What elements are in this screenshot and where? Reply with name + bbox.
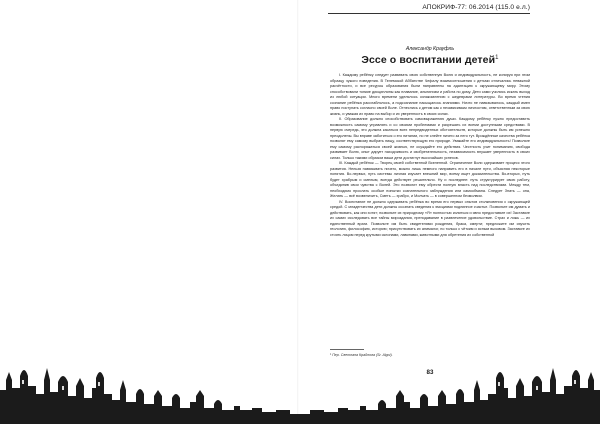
footnote-marker: 1: [495, 55, 499, 61]
article-title: [330, 54, 530, 66]
running-header: АПОКРИФ-77: 06.2014 (115.0 е.л.): [328, 4, 530, 14]
city-skyline-illustration: [0, 350, 600, 424]
paragraph-1: I. Каждому ребёнку следует развивать свою собственную Волю и индивидуальность, не копируя при этом образцу чужого поведения. В Телемской Аббатстве Чефалу взаимоотношения с детьми отличались неважной расчётности, и все ресурсы образования были направлены на адаптацию к окружающему миру. Этому способствовали тонкие дисциплины как плавание, альпинизм и работа по дому. Дети сами учились искать выход из любой ситуации. Много времени уделялось ознакомлению с шедеврами литературы. Во время чтения сознание ребёнка расслаблялось, а подсознание насыщалось знаниями. Ничто не навязывалось, каждый имел право поступать согласно своей Воле. Отнеслись к детям как к независимым личностям, ответственным за свою жизнь, и уважая их право на выбор и их уверенность в своих силах.: [330, 73, 530, 116]
article-body: [330, 73, 530, 238]
article-title-text: Эссе о воспитании детей: [361, 54, 496, 66]
paragraph-4: IV. Воспитание не должно сдерживать ребёнка во время его первых опытов столкновения с окружающей средой. С младенчества дети должны осознать сведения к эмоциями подлинное счастье. Позвольте им думать и действовать, как они хотят; позвольте их природному «Я» полностью излиться и явно предоставьте их! Заставьте их самих исследовать все тайны мироздания, преподавание в развлечение удовольствие. Страх и ложь — их единственный враги. Позвольте им быть свидетелями рождения, брака, смерти; предложите им изучить геологию, философию, историю; присутствовать их анималог, но только с чётким и ясным вызовом. Заставьте их стоять лицом перед крутыми склонами, лавинами, животными для обретения их собственной: [330, 199, 530, 237]
paragraph-3: III. Каждый ребёнок — Творец своей собственной Вселенной. Ограничение Воли сдерживает процесс этого развития. Нельзя навязывать ничего, можно лишь немного направить его в начале пути, объясняя некоторые понятия. Во-первых, путь системы личная изучает внешний мир, всему ищет доказательства. Во-вторых, путь будет храбрым и смелым, всегда действует решительно. Ну и последнее: путь структурирует свою работу, объединив свои чувства с Волей. Это позволит ему обрести полную власть над последствиями. Между тем, необходимо прослать особые попытки сознательного заблуждения или самообмана. Следует Знать — она, Желать — всё возвеличить, Сметь — храбро, и Молчать — в совершенном безмолвии.: [330, 161, 530, 198]
footnote: ¹ Пер. Светлана Крайнова (Sr. Algol).: [330, 353, 393, 357]
page-number: 83: [426, 369, 434, 376]
article-author: Александр Крауфль: [405, 46, 455, 52]
paragraph-2: II. Образование должно способствовать самовыражению души. Каждому ребёнку нужно предоставить возможность самому управлять и со своими проблемами и разрешать их всеми доступными средствами. В первую очередь, это должна касаться всех непредвиденных обстоятельств, которые должны быть им успешно преодолены. Вы вправе заботиться о его питании, но не слейте ничего за него тут. Врождённые качества ребёнка позволят ему самому выбрать пищу, соответствующую его природе. Уважайте его индивидуальность! Позвольте ему самому распоряжаться своей жизнью, не осуждайте его действия. Честность учит пониманию, свобода развивает Волю, опыт дарует находчивость и изобретательность, независимость внушает уверенность в своих силах. Только такими образом ваши дети достигнут высочайших успехов.: [330, 117, 530, 160]
